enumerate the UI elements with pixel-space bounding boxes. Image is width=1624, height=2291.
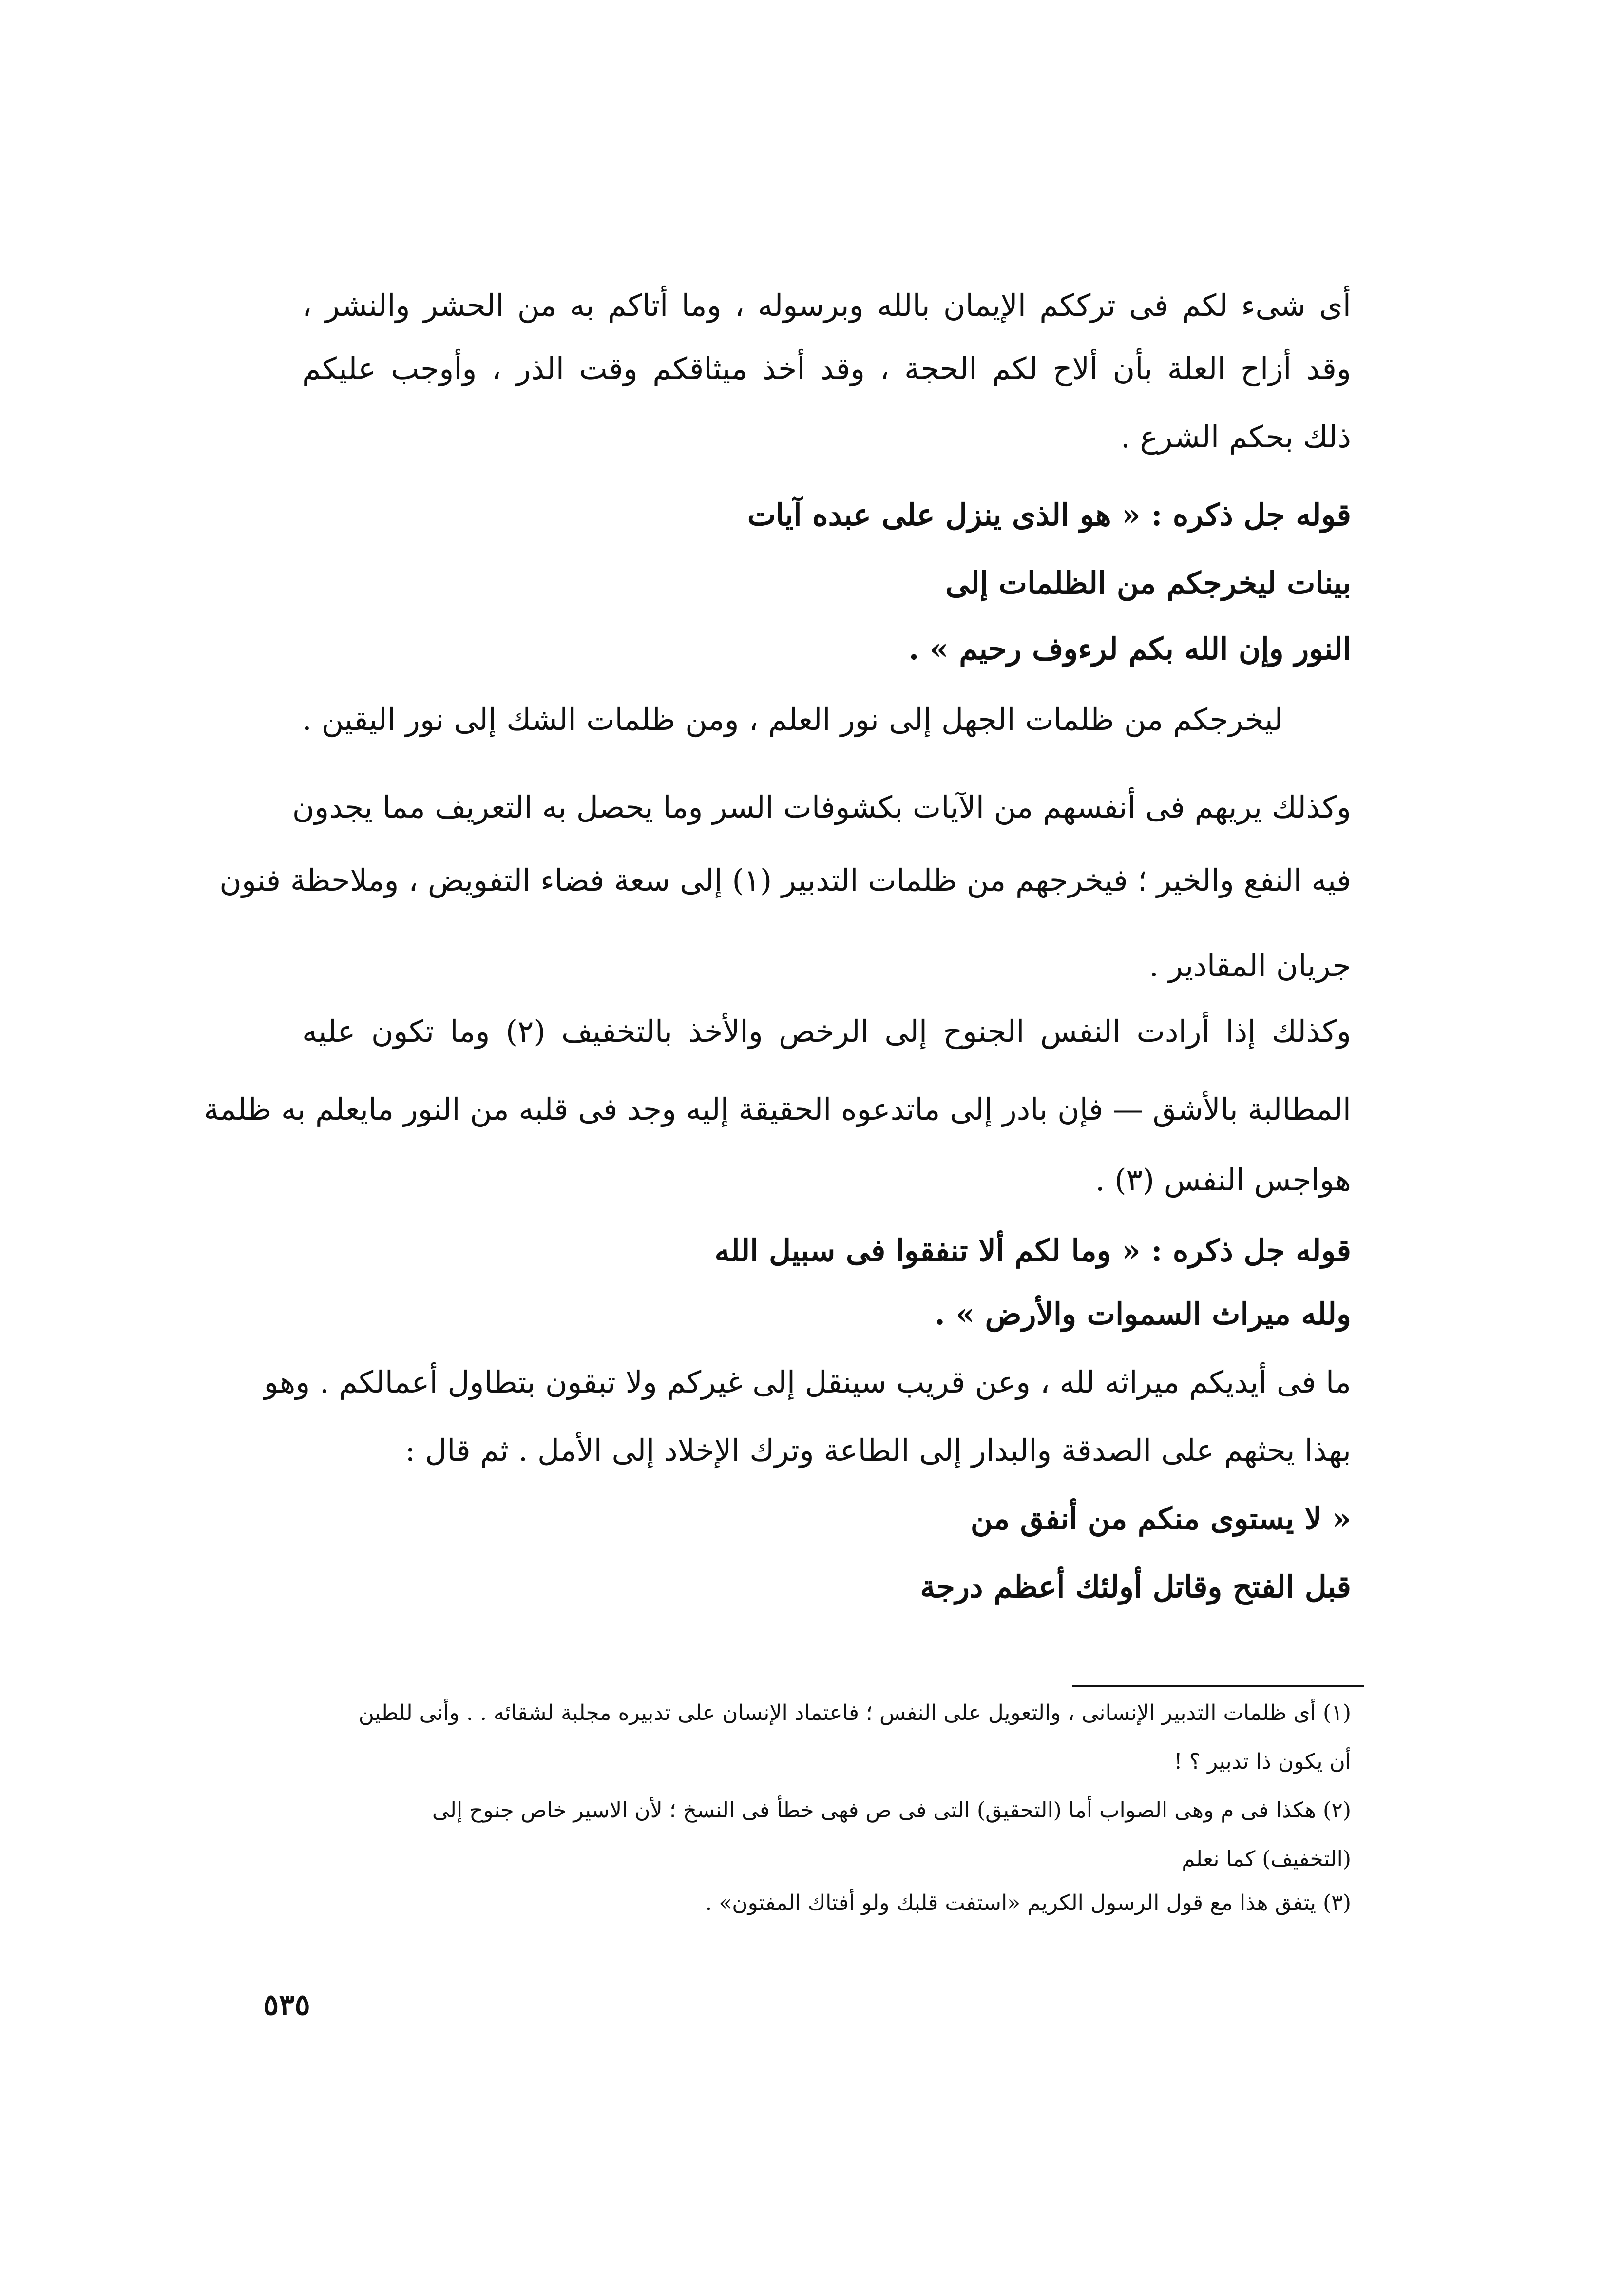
body-line: هواجس النفس (٣) . (1095, 1162, 1351, 1198)
body-line: ذلك بحكم الشرع . (1121, 419, 1351, 455)
quran-verse-line: « لا يستوى منكم من أنفق من (970, 1501, 1351, 1536)
footnote-line: (١) أى ظلمات التدبير الإنسانى ، والتعويل على النفس ؛ فاعتماد الإنسان على تدبيره مجلبة لشقائه . . وأنى للطين (358, 1700, 1351, 1725)
body-line: وكذلك إذا أرادت النفس الجنوح إلى الرخص والأخذ بالتخفيف (٢) وما تكون عليه (302, 1013, 1351, 1049)
quran-verse-line: قبل الفتح وقاتل أولئك أعظم درجة (920, 1569, 1351, 1604)
footnote-line: (التخفيف) كما نعلم (1182, 1847, 1351, 1871)
footnote-line: أن يكون ذا تدبير ؟ ! (1173, 1749, 1351, 1774)
quran-verse-line: بينات ليخرجكم من الظلمات إلى (945, 565, 1351, 601)
body-line: وكذلك يريهم فى أنفسهم من الآيات بكشوفات السر وما يحصل به التعريف مما يجدون (292, 789, 1351, 825)
body-line: بهذا يحثهم على الصدقة والبدار إلى الطاعة وترك الإخلاد إلى الأمل . ثم قال : (405, 1432, 1351, 1468)
body-line: وقد أزاح العلة بأن ألاح لكم الحجة ، وقد أخذ ميثاقكم وقت الذر ، وأوجب عليكم (302, 351, 1351, 386)
footnote-line: (٢) هكذا فى م وهى الصواب أما (التحقيق) التى فى ص فهى خطأ فى النسخ ؛ لأن الاسير خاص جنوح إلى (432, 1798, 1351, 1823)
footnote-line: (٣) يتفق هذا مع قول الرسول الكريم «استفت قلبك ولو أفتاك المفتون» . (705, 1890, 1351, 1915)
body-line: ما فى أيديكم ميراثه لله ، وعن قريب سينقل إلى غيركم ولا تبقون بتطاول أعمالكم . وهو (264, 1364, 1351, 1400)
body-line: فيه النفع والخير ؛ فيخرجهم من ظلمات التدبير (١) إلى سعة فضاء التفويض ، وملاحظة فنون (219, 862, 1351, 898)
quran-verse-line: ولله ميراث السموات والأرض » . (935, 1296, 1351, 1332)
body-line: المطالبة بالأشق — فإن بادر إلى ماتدعوه الحقيقة إليه وجد فى قلبه من النور مايعلم به ظلمة (204, 1091, 1351, 1127)
footnote-divider (1072, 1685, 1364, 1687)
body-line: ليخرجكم من ظلمات الجهل إلى نور العلم ، ومن ظلمات الشك إلى نور اليقين . (302, 702, 1283, 737)
quran-verse-line: قوله جل ذكره : « هو الذى ينزل على عبده آيات (747, 497, 1351, 533)
quran-verse-line: قوله جل ذكره : « وما لكم ألا تنفقوا فى سبيل الله (714, 1233, 1351, 1268)
body-line: أى شىء لكم فى ترككم الإيمان بالله وبرسوله ، وما أتاكم به من الحشر والنشر ، (302, 287, 1351, 323)
page-number: ٥٣٥ (263, 1988, 310, 2022)
body-line: جريان المقادير . (1149, 948, 1351, 983)
quran-verse-line: النور وإن الله بكم لرءوف رحيم » . (908, 631, 1351, 667)
